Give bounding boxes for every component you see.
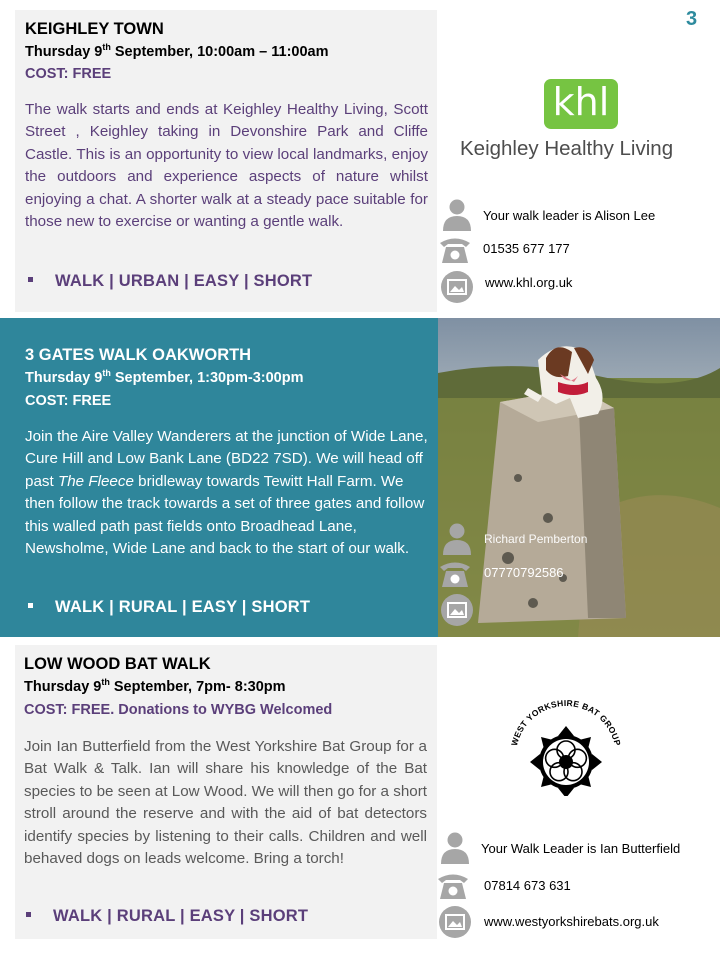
page-number: 3 — [686, 8, 698, 30]
person-icon — [438, 831, 472, 865]
walk-1-title: KEIGHLEY TOWN — [25, 20, 164, 38]
person-icon — [440, 522, 474, 556]
walk-1-cost: COST: FREE — [25, 66, 112, 82]
walk-2-cost: COST: FREE — [25, 393, 112, 409]
walk-2-leader: Richard Pemberton — [484, 532, 588, 546]
walk-3-website[interactable]: www.westyorkshirebats.org.uk — [484, 914, 659, 929]
walk-1-tags: WALK | URBAN | EASY | SHORT — [28, 272, 312, 291]
walk-3-description: Join Ian Butterfield from the West Yorkshire Bat Group for a Bat Walk & Talk. Ian will share his knowledge of the Bat species to be seen at Low Wood. We will then go for a short stroll around the reserve and with the aid of bat detectors identify species by listening to their calls. Children and well behaved dogs on leads welcome. Bring a torch! — [24, 738, 427, 868]
walk-2-phone: 07770792586 — [484, 565, 564, 580]
walk-1-datetime: Thursday 9th September, 10:00am – 11:00am — [25, 42, 329, 60]
walk-3-cost: COST: FREE. Donations to WYBG Welcomed — [24, 702, 333, 718]
walk-3-datetime: Thursday 9th September, 7pm- 8:30pm — [24, 677, 286, 695]
walk-2-datetime: Thursday 9th September, 1:30pm-3:00pm — [25, 368, 304, 386]
walk-3-title: LOW WOOD BAT WALK — [24, 655, 211, 673]
bullet-icon — [28, 603, 33, 608]
walk-2-title: 3 GATES WALK OAKWORTH — [25, 346, 252, 364]
khl-logo-text: Keighley Healthy Living — [460, 137, 674, 160]
website-icon — [440, 270, 474, 304]
walk-3-leader: Your Walk Leader is Ian Butterfield — [481, 841, 681, 856]
walk-1-phone: 01535 677 177 — [483, 241, 570, 256]
bullet-icon — [26, 912, 31, 917]
bullet-icon — [28, 277, 33, 282]
website-icon — [438, 905, 472, 939]
walk-2-description: Join the Aire Valley Wanderers at the junction of Wide Lane, Cure Hill and Low Bank Lane (BD22 7SD). We will head off past The Fleece bridleway towards Tewitt Hall Farm. We then follow the track towards a set of three gates and follow this walled path past fields onto Broadhead Lane, Newsholme, Wide Lane and back to the start of our walk. — [25, 428, 428, 558]
phone-icon — [436, 869, 470, 903]
walk-3-tags: WALK | RURAL | EASY | SHORT — [26, 907, 308, 926]
walk-1-leader: Your walk leader is Alison Lee — [483, 208, 656, 223]
walk-3-phone: 07814 673 631 — [484, 878, 571, 893]
svg-text:WEST YORKSHIRE BAT GROUP: WEST YORKSHIRE BAT GROUP — [509, 697, 623, 747]
dog-trig-point-photo — [438, 318, 720, 637]
walk-1-description: The walk starts and ends at Keighley Healthy Living, Scott Street , Keighley taking in Devonshire Park and Cliffe Castle. This is an opportunity to view local landmarks, enjoy the outdoors and experience aspects of nature whilst enjoying a chat. A shorter walk at a steady pace suitable for those new to exercise or wanting a gentle walk. — [25, 101, 428, 231]
person-icon — [440, 198, 474, 232]
khl-logo-icon: khl — [544, 79, 618, 129]
walk-1-website[interactable]: www.khl.org.uk — [485, 275, 573, 290]
wybg-logo-icon — [498, 696, 634, 796]
phone-icon — [438, 233, 472, 267]
phone-icon — [438, 557, 472, 591]
website-icon — [440, 593, 474, 627]
walk-2-tags: WALK | RURAL | EASY | SHORT — [28, 598, 310, 617]
